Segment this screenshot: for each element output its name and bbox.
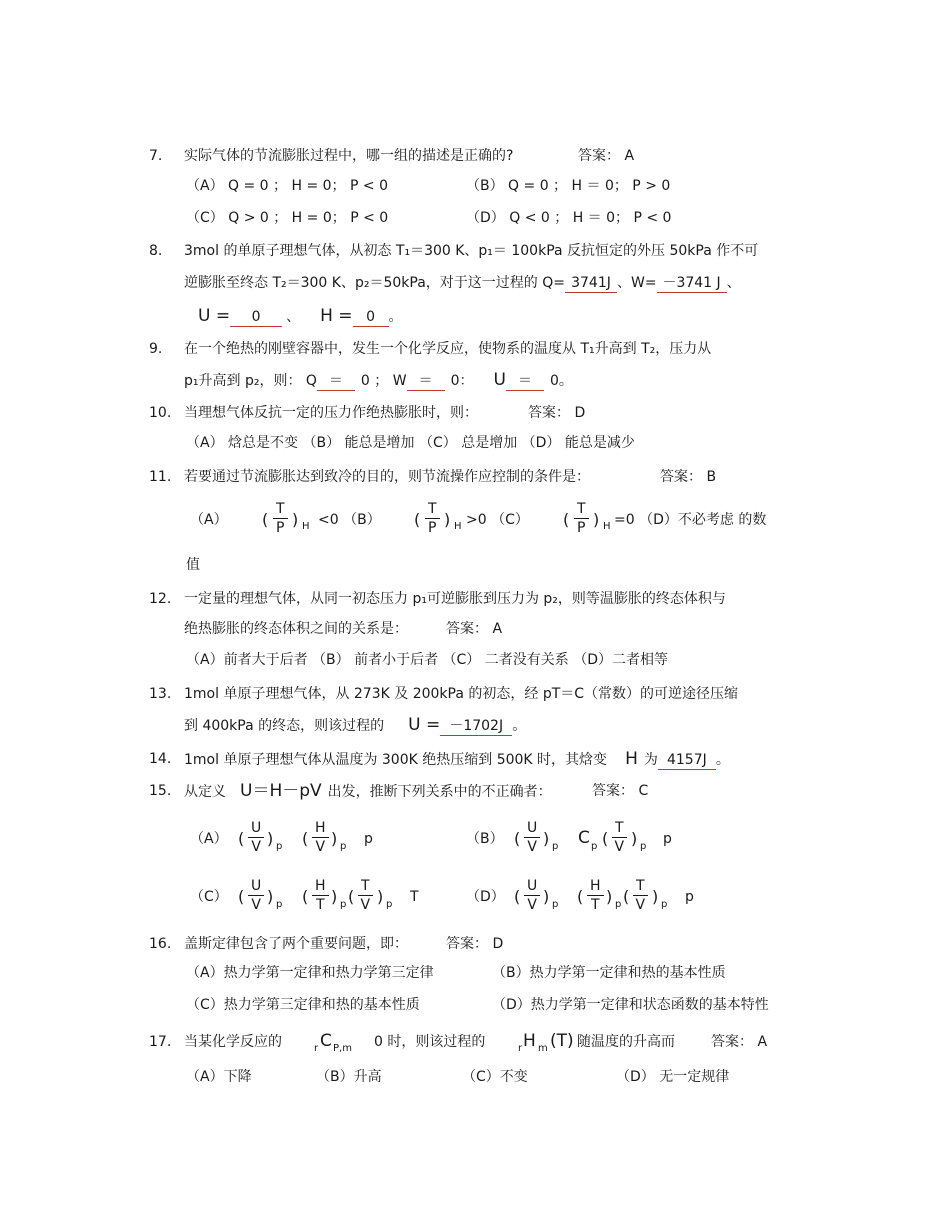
paren-open: ( [577,887,584,906]
subscript: p [661,899,668,910]
paren-open: ( [563,510,570,529]
subscript: p [340,841,347,852]
condition-text: =0 （D）不必考虑 的数 [614,512,767,528]
paren-open: ( [238,887,245,906]
paren-open: ( [514,887,521,906]
denominator: V [527,839,537,855]
paren-close: ) [267,887,274,906]
denominator: V [614,839,625,855]
subscript-h: H [302,521,310,532]
partial-fraction [358,877,373,914]
answer-blank-u: 0 [230,308,282,327]
answer-blank-w: －3741 J [657,274,727,293]
question-number: 15. [149,783,172,799]
question-text: 当理想气体反抗一定的压力作绝热膨胀时，则： [184,405,478,421]
question-number: 7. [149,148,163,164]
paren-close: ) [377,887,384,906]
question-text: 在一个绝热的刚壁容器中，发生一个化学反应，使物系的温度从 T₁升高到 T₂，压力从 [184,341,712,357]
question-number: 13. [149,686,172,702]
subscript-h: H [603,521,611,532]
condition-text: >0 （C） [466,512,529,528]
denominator: V [527,897,537,913]
denominator: T [315,897,325,913]
question-text: 盖斯定律包含了两个重要问题，即： [184,936,408,952]
question-number: 9. [149,341,163,357]
paren-close: ) [631,829,638,848]
paren-close: ) [267,829,274,848]
option-a: （A）下降 [186,1069,252,1085]
question-text: 若要通过节流膨胀达到致冷的目的，则节流操作应控制的条件是： [184,469,590,485]
question-text-line2 [184,371,573,391]
text-segment: 为 [643,752,658,768]
subscript-r: r [314,1043,319,1054]
delta-h-label: H = [320,306,353,326]
question-text: 当某化学反应的 [184,1034,282,1050]
partial-fraction [524,819,540,856]
partial-fraction [425,500,440,537]
paren-open: ( [514,829,521,848]
option-d: （D）热力学第一定律和状态函数的基本特性 [492,997,769,1013]
numerator: T [633,877,648,896]
delta-u-label: U = [408,715,441,735]
text-segment: 0 ； W [360,373,407,389]
option-c: （C）不变 [462,1069,528,1085]
question-text: 实际气体的节流膨胀过程中，哪一组的描述是正确的? [184,148,514,164]
paren-close: ) [444,510,451,529]
text-segment: 到 400kPa 的终态，则该过程的 [184,718,385,734]
partial-fraction [248,877,264,914]
separator: 、 [286,309,301,325]
question-text-line3 [198,307,403,327]
numerator: T [273,500,288,519]
variable-t: T [410,889,419,905]
answer-label: 答案： D [528,405,586,421]
question-number: 10. [149,405,172,421]
answer-blank-q: ＝ [317,372,355,391]
subscript-h: H [454,521,462,532]
subscript: p [552,899,559,910]
numerator: T [574,500,589,519]
option-b: （B）升高 [316,1069,382,1085]
option-d: （D） Q < 0 ； H ＝ 0； P < 0 [466,210,672,226]
answer-label: 答案： D [446,936,504,952]
subscript: p [552,841,559,852]
option-d: （D） 无一定规律 [616,1069,730,1085]
paren-open: ( [238,829,245,848]
answer-blank-h: 4157J [658,751,716,770]
answer-blank-w: ＝ [407,372,445,391]
question-number: 12. [149,591,172,607]
paren-open: ( [602,829,609,848]
paren-close: ) [292,510,299,529]
partial-fraction [524,877,540,914]
answer-blank-u: －1702J [440,717,512,736]
subscript: p [591,841,598,852]
answer-label: 答案： A [446,621,503,637]
text-segment: 逆膨胀至终态 T₂＝300 K、p₂＝50kPa，对于这一过程的 Q= [184,275,565,291]
period: 。 [715,752,730,768]
option-b: （B） Q = 0 ； H ＝ 0； P > 0 [466,178,671,194]
question-number: 11. [149,469,172,485]
numerator: H [312,819,329,838]
question-number: 14. [149,751,172,767]
subscript-m: m [538,1043,548,1054]
paren-open: ( [302,887,309,906]
numerator: H [312,877,329,896]
denominator: V [315,839,326,855]
enthalpy-symbol: H [523,1031,536,1051]
paren-close: ) [593,510,600,529]
text-segment: 0： [450,373,474,389]
option-a-label: （A） [190,831,228,847]
answer-label: 答案： C [592,783,649,799]
partial-fraction [248,819,264,856]
question-number: 16. [149,936,172,952]
subscript: p [276,899,283,910]
partial-fraction [273,500,288,537]
temperature-arg: (T) [550,1031,574,1051]
numerator: U [248,877,264,896]
denominator: V [360,897,371,913]
heat-capacity: C [578,828,590,848]
option-c: （C） Q > 0 ； H = 0； P < 0 [186,210,389,226]
partial-fraction [312,819,329,856]
question-text [184,750,730,770]
partial-fraction [574,500,589,537]
text-segment: p₁升高到 p₂，则： Q [184,373,317,389]
subscript-pm: P,m [333,1043,352,1054]
variable-p: p [364,831,373,847]
text-segment: 0。 [549,373,573,389]
partial-fraction [587,877,604,914]
paren-close: ) [331,829,338,848]
period: 。 [388,309,403,325]
question-number: 17. [149,1034,172,1050]
numerator: T [358,877,373,896]
subscript: p [340,899,347,910]
answer-blank-q: 3741J [565,274,617,293]
text-segment: 1mol 单原子理想气体从温度为 300K 绝热压缩到 500K 时，其焓变 [184,752,608,768]
question-text [184,782,552,801]
numerator: U [524,877,540,896]
question-text: 3mol 的单原子理想气体，从初态 T₁＝300 K、p₁＝ 100kPa 反抗恒定的外压 50kPa 作不可 [184,243,759,259]
paren-close: ) [543,887,550,906]
paren-close: ) [652,887,659,906]
numerator: U [248,819,264,838]
denominator: P [428,520,437,536]
paren-open: ( [623,887,630,906]
text-segment: 、 [726,275,741,291]
denominator: V [251,839,261,855]
question-text: 0 时，则该过程的 [374,1034,486,1050]
option-c: （C）热力学第三定律和热的基本性质 [186,997,420,1013]
option-a: （A） [190,512,228,528]
option-c-label: （C） [190,889,228,905]
option-a: （A）热力学第一定律和热力学第三定律 [186,965,434,981]
question-number: 8. [149,243,163,259]
subscript: p [640,841,647,852]
option-b-label: （B） [466,831,504,847]
definition-formula: U＝H－pV [240,781,322,801]
options-line: （A）前者大于后者 （B） 前者小于后者 （C） 二者没有关系 （D）二者相等 [186,652,668,668]
paren-close: ) [331,887,338,906]
paren-open: ( [348,887,355,906]
condition-text: <0 （B） [318,512,381,528]
denominator: P [577,520,586,536]
continuation-text: 值 [186,557,200,573]
options-line: （A） 焓总是不变 （B） 能总是增加 （C） 总是增加 （D） 能总是减少 [186,435,635,451]
option-b: （B）热力学第一定律和热的基本性质 [492,965,726,981]
delta-h-label: H [625,749,638,769]
partial-fraction [612,819,627,856]
option-a: （A） Q = 0 ； H = 0； P < 0 [186,178,388,194]
paren-close: ) [543,829,550,848]
denominator: P [276,520,285,536]
heat-capacity-symbol: C [320,1031,332,1051]
question-text: 1mol 单原子理想气体，从 273K 及 200kPa 的初态，经 pT＝C（常数）的可逆途径压缩 [184,686,739,702]
answer-label: 答案： A [711,1034,768,1050]
subscript: p [386,899,393,910]
paren-close: ) [606,887,613,906]
numerator: T [425,500,440,519]
answer-label: 答案： A [578,148,635,164]
paren-open: ( [262,510,269,529]
delta-u-label: U = [198,306,231,326]
denominator: V [635,897,646,913]
period: 。 [512,718,527,734]
question-text: 随温度的升高而 [577,1034,675,1050]
denominator: T [590,897,600,913]
question-text-line2: 绝热膨胀的终态体积之间的关系是： [184,621,408,637]
numerator: T [612,819,627,838]
partial-fraction [633,877,648,914]
subscript: p [276,841,283,852]
subscript: p [615,899,622,910]
text-segment: 从定义 [184,784,226,800]
paren-open: ( [414,510,421,529]
numerator: H [587,877,604,896]
subscript-r: r [518,1043,523,1054]
variable-p: p [663,831,672,847]
answer-label: 答案： B [660,469,717,485]
text-segment: 出发，推断下列关系中的不正确者： [327,784,552,800]
delta-u-label: U [493,370,506,390]
variable-p: p [685,889,694,905]
answer-blank-u: ＝ [506,372,544,391]
question-text-line2 [184,274,741,293]
paren-open: ( [302,829,309,848]
question-text: 一定量的理想气体，从同一初态压力 p₁可逆膨胀到压力为 p₂，则等温膨胀的终态体积与 [184,591,726,607]
option-d-label: （D） [466,889,505,905]
partial-fraction [312,877,329,914]
question-text-line2 [184,716,526,736]
numerator: U [524,819,540,838]
answer-blank-h: 0 [353,308,389,327]
denominator: V [251,897,261,913]
text-segment: 、W= [616,275,657,291]
